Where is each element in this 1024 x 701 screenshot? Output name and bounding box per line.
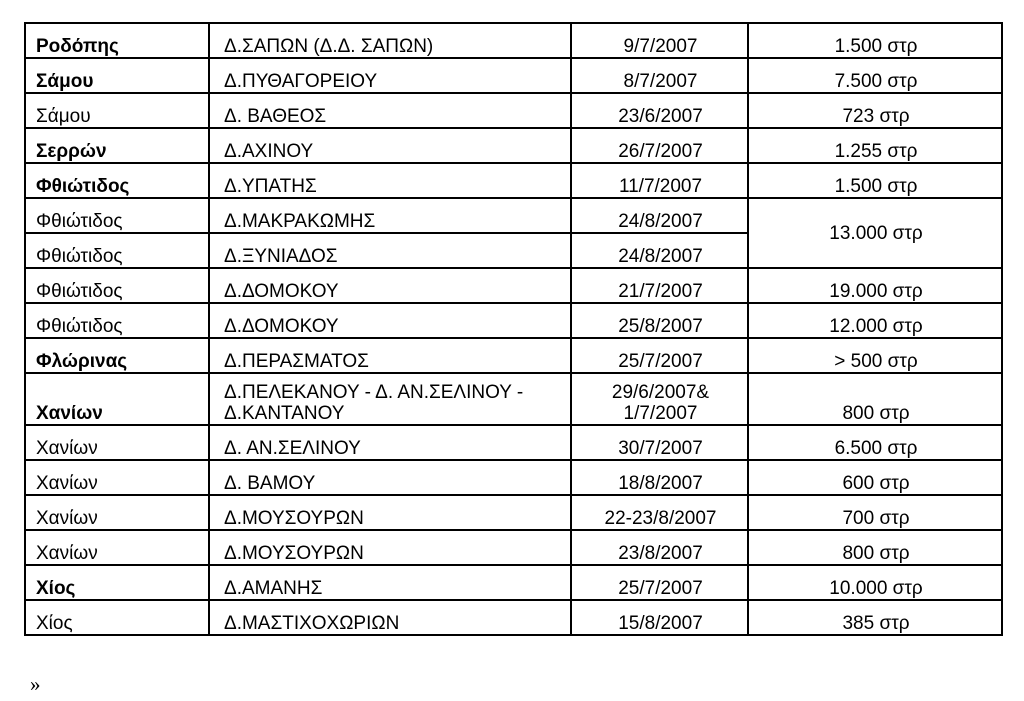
table-row (25, 338, 1002, 373)
municipality-cell: Δ.ΥΠΑΤΗΣ (209, 163, 571, 198)
date-cell: 25/8/2007 (571, 303, 748, 338)
date-cell: 8/7/2007 (571, 58, 748, 93)
region-cell: Χίος (25, 600, 209, 635)
closing-quote-mark: » (30, 672, 41, 696)
region-cell: Φθιώτιδος (25, 198, 209, 233)
municipality-cell: Δ.ΠΕΛΕΚΑΝΟΥ - Δ. ΑΝ.ΣΕΛΙΝΟΥ - Δ.ΚΑΝΤΑΝΟΥ (209, 373, 571, 425)
municipality-cell: Δ.ΣΑΠΩΝ (Δ.Δ. ΣΑΠΩΝ) (209, 23, 571, 58)
region-cell: Σερρών (25, 128, 209, 163)
table-row (25, 460, 1002, 495)
municipality-cell: Δ.ΠΕΡΑΣΜΑΤΟΣ (209, 338, 571, 373)
table-row (25, 163, 1002, 198)
area-cell: 800 στρ (748, 530, 1002, 565)
table-row (25, 93, 1002, 128)
region-cell: Χίος (25, 565, 209, 600)
municipality-cell: Δ.ΠΥΘΑΓΟΡΕΙΟΥ (209, 58, 571, 93)
date-cell: 18/8/2007 (571, 460, 748, 495)
table-row (25, 128, 1002, 163)
table-row (25, 23, 1002, 58)
date-cell: 26/7/2007 (571, 128, 748, 163)
municipality-cell: Δ. ΒΑΘΕΟΣ (209, 93, 571, 128)
region-cell: Χανίων (25, 530, 209, 565)
date-cell: 22-23/8/2007 (571, 495, 748, 530)
region-cell: Ροδόπης (25, 23, 209, 58)
region-cell: Χανίων (25, 495, 209, 530)
area-cell: 6.500 στρ (748, 425, 1002, 460)
municipality-cell: Δ.ΔΟΜΟΚΟΥ (209, 268, 571, 303)
region-cell: Φθιώτιδος (25, 303, 209, 338)
region-cell: Χανίων (25, 460, 209, 495)
table-row (25, 425, 1002, 460)
region-cell: Φθιώτιδος (25, 163, 209, 198)
table-row (25, 530, 1002, 565)
area-cell: 1.500 στρ (748, 23, 1002, 58)
date-cell: 24/8/2007 (571, 198, 748, 233)
area-cell: > 500 στρ (748, 338, 1002, 373)
area-cell: 10.000 στρ (748, 565, 1002, 600)
table-row (25, 373, 1002, 425)
area-cell: 800 στρ (748, 373, 1002, 425)
region-cell: Χανίων (25, 425, 209, 460)
municipality-cell: Δ.ΔΟΜΟΚΟΥ (209, 303, 571, 338)
region-cell: Σάμου (25, 58, 209, 93)
table-row (25, 303, 1002, 338)
date-cell: 29/6/2007& 1/7/2007 (571, 373, 748, 425)
table-row (25, 565, 1002, 600)
date-cell: 21/7/2007 (571, 268, 748, 303)
municipality-cell: Δ.ΜΑΣΤΙΧΟΧΩΡΙΩΝ (209, 600, 571, 635)
table-row (25, 600, 1002, 635)
date-cell: 23/8/2007 (571, 530, 748, 565)
region-cell: Φθιώτιδος (25, 233, 209, 268)
area-cell: 700 στρ (748, 495, 1002, 530)
area-cell: 723 στρ (748, 93, 1002, 128)
area-cell: 19.000 στρ (748, 268, 1002, 303)
municipality-cell: Δ.ΜΑΚΡΑΚΩΜΗΣ (209, 198, 571, 233)
date-cell: 25/7/2007 (571, 565, 748, 600)
municipality-cell: Δ.ΑΜΑΝΗΣ (209, 565, 571, 600)
area-cell: 12.000 στρ (748, 303, 1002, 338)
region-cell: Σάμου (25, 93, 209, 128)
area-cell: 385 στρ (748, 600, 1002, 635)
area-cell-merged: 13.000 στρ (748, 198, 1002, 268)
area-cell: 7.500 στρ (748, 58, 1002, 93)
date-cell: 24/8/2007 (571, 233, 748, 268)
municipality-cell: Δ.ΞΥΝΙΑΔΟΣ (209, 233, 571, 268)
municipality-cell: Δ.ΑΧΙΝΟΥ (209, 128, 571, 163)
date-cell: 15/8/2007 (571, 600, 748, 635)
date-cell: 11/7/2007 (571, 163, 748, 198)
table-row (25, 495, 1002, 530)
municipality-cell: Δ. ΒΑΜΟΥ (209, 460, 571, 495)
area-cell: 1.500 στρ (748, 163, 1002, 198)
municipality-cell: Δ.ΜΟΥΣΟΥΡΩΝ (209, 495, 571, 530)
region-cell: Φθιώτιδος (25, 268, 209, 303)
date-cell: 9/7/2007 (571, 23, 748, 58)
table-row (25, 58, 1002, 93)
table-row (25, 198, 1002, 233)
fire-incidents-table (24, 22, 1003, 636)
region-cell: Χανίων (25, 373, 209, 425)
area-cell: 1.255 στρ (748, 128, 1002, 163)
municipality-cell: Δ.ΜΟΥΣΟΥΡΩΝ (209, 530, 571, 565)
table-row (25, 268, 1002, 303)
municipality-cell: Δ. ΑΝ.ΣΕΛΙΝΟΥ (209, 425, 571, 460)
date-cell: 25/7/2007 (571, 338, 748, 373)
date-cell: 23/6/2007 (571, 93, 748, 128)
date-cell: 30/7/2007 (571, 425, 748, 460)
area-cell: 600 στρ (748, 460, 1002, 495)
region-cell: Φλώρινας (25, 338, 209, 373)
